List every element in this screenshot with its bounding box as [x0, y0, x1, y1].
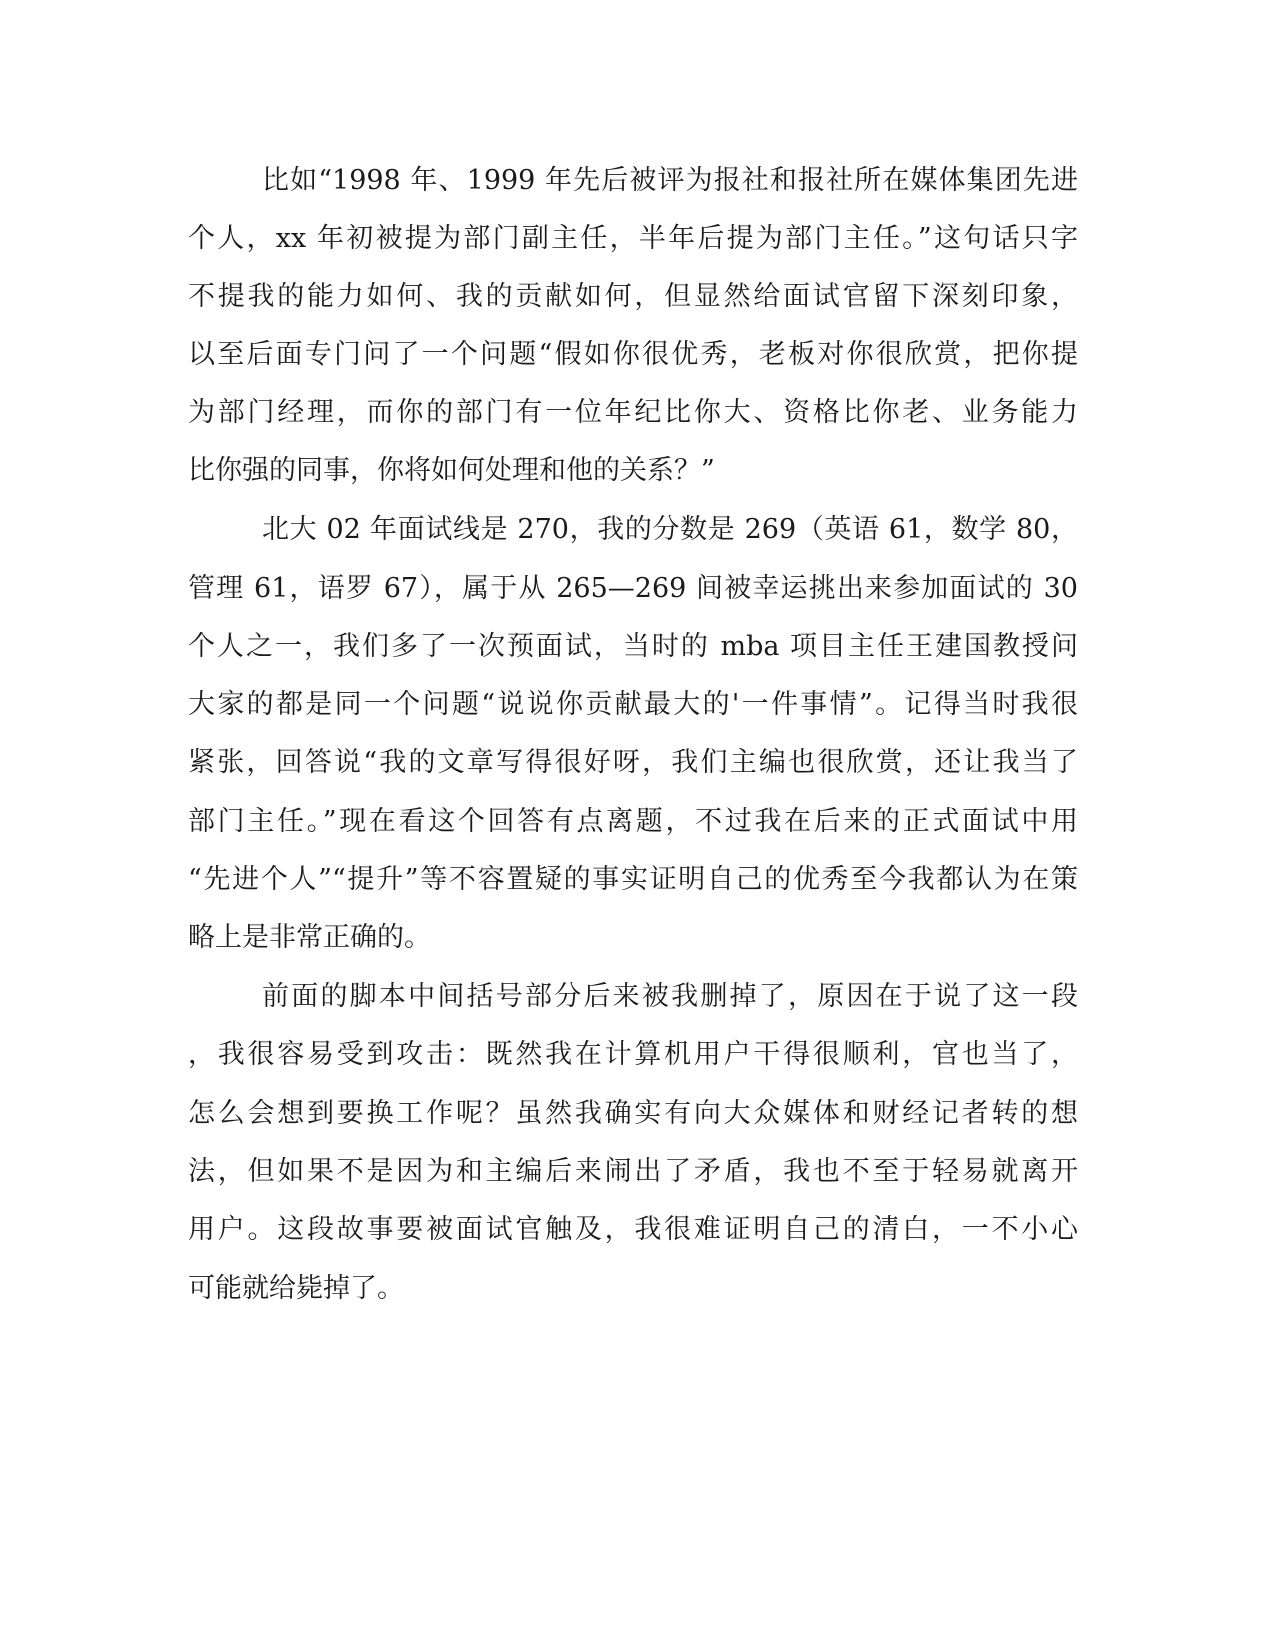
paragraph-2-line-6: 部门主任。”现在看这个回答有点离题，不过我在后来的正式面试中用: [188, 806, 1078, 837]
paragraph-1-line-1: 比如“1998 年、1999 年先后被评为报社和报社所在媒体集团先进: [262, 165, 1078, 196]
paragraph-1-line-3: 不提我的能力如何、我的贡献如何，但显然给面试官留下深刻印象，: [188, 281, 1078, 312]
paragraph-2-line-4: 大家的都是同一个问题“说说你贡献最大的'一件事情”。记得当时我很: [188, 689, 1078, 720]
paragraph-2-line-3: 个人之一，我们多了一次预面试，当时的 mba 项目主任王建国教授问: [188, 631, 1078, 662]
paragraph-2-line-8: 略上是非常正确的。: [188, 922, 431, 953]
paragraph-3-line-5: 用户。这段故事要被面试官触及，我很难证明自己的清白，一不小心: [188, 1214, 1078, 1245]
paragraph-2-line-7: “先进个人”“提升”等不容置疑的事实证明自己的优秀至今我都认为在策: [188, 864, 1078, 895]
paragraph-3-line-2: ，我很容易受到攻击：既然我在计算机用户干得很顺利，官也当了，: [188, 1039, 1078, 1070]
paragraph-2-line-5: 紧张，回答说“我的文章写得很好呀，我们主编也很欣赏，还让我当了: [188, 747, 1078, 778]
paragraph-3-line-4: 法，但如果不是因为和主编后来闹出了矛盾，我也不至于轻易就离开: [188, 1156, 1078, 1187]
paragraph-3-line-6: 可能就给毙掉了。: [188, 1273, 404, 1304]
paragraph-1-line-2: 个人，xx 年初被提为部门副主任，半年后提为部门主任。”这句话只字: [188, 223, 1078, 254]
paragraph-3-line-1: 前面的脚本中间括号部分后来被我删掉了，原因在于说了这一段: [262, 981, 1078, 1012]
paragraph-1-line-5: 为部门经理，而你的部门有一位年纪比你大、资格比你老、业务能力: [188, 397, 1078, 428]
paragraph-2-line-2: 管理 61，语罗 67），属于从 265—269 间被幸运挑出来参加面试的 30: [188, 573, 1078, 604]
paragraph-1-line-4: 以至后面专门问了一个问题“假如你很优秀，老板对你很欣赏，把你提: [188, 339, 1078, 370]
paragraph-2-line-1: 北大 02 年面试线是 270，我的分数是 269（英语 61，数学 80，: [262, 514, 1078, 545]
paragraph-3-line-3: 怎么会想到要换工作呢？虽然我确实有向大众媒体和财经记者转的想: [188, 1098, 1078, 1129]
paragraph-1-line-6: 比你强的同事，你将如何处理和他的关系？”: [188, 455, 715, 486]
